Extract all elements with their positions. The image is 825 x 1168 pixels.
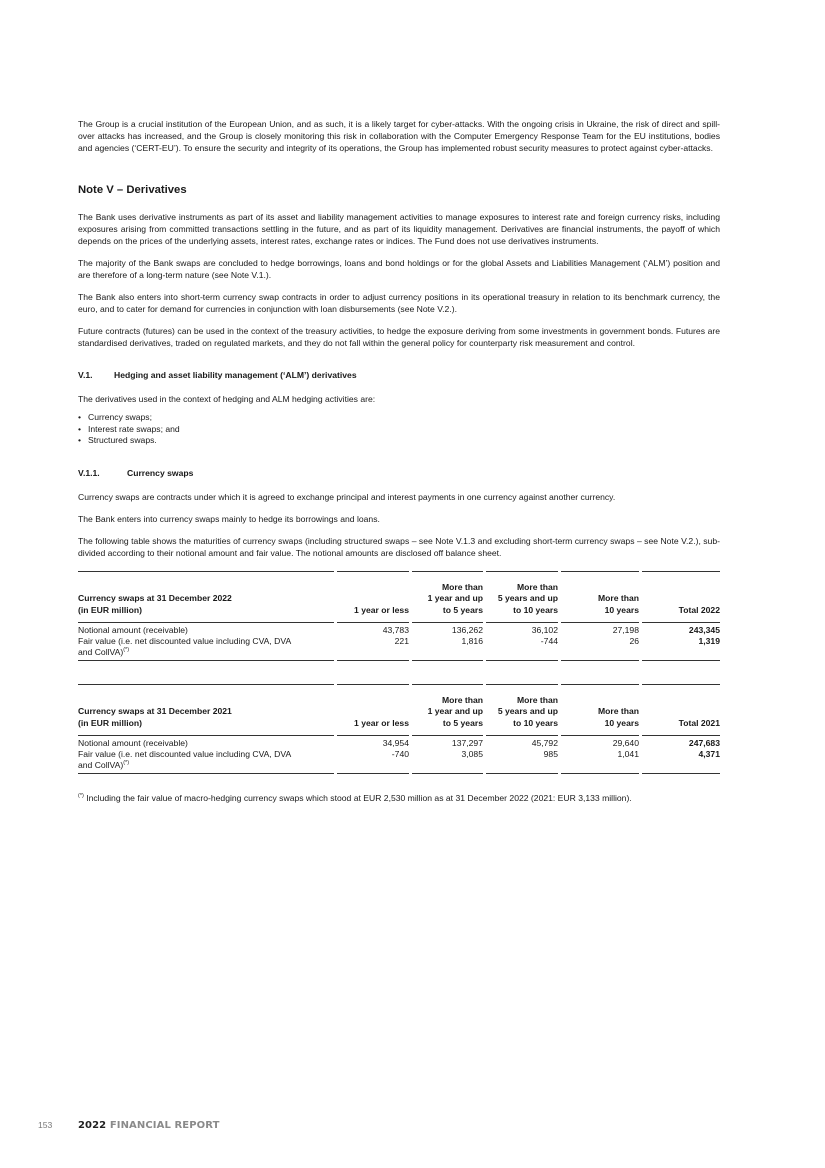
list-item: • Interest rate swaps; and — [78, 424, 720, 436]
col-header-total: Total 2022 — [642, 571, 720, 623]
col-header-1-to-5-years: More than 1 year and up to 5 years — [412, 684, 483, 736]
col-header-more-than-10-years: More than 10 years — [561, 571, 639, 623]
note-v-paragraph-4: Future contracts (futures) can be used in the context of the treasury activities, to hedge the exposure deriving from some investments in government bonds. Futures are standardised derivatives, traded on regulated markets, and they do not fall within the general policy for counterparty risk measurement and control. — [78, 326, 720, 349]
list-item: • Structured swaps. — [78, 435, 720, 447]
table-title: Currency swaps at 31 December 2022 (in EUR million) — [78, 571, 334, 623]
v1-intro: The derivatives used in the context of hedging and ALM hedging activities are: — [78, 394, 376, 405]
v11-paragraph-1: Currency swaps are contracts under which it is agreed to exchange principal and interest payments in one currency against another currency. — [78, 492, 616, 503]
col-header-1-to-5-years: More than 1 year and up to 5 years — [412, 571, 483, 623]
col-header-5-to-10-years: More than 5 years and up to 10 years — [486, 684, 558, 736]
page-number: 153 — [38, 1120, 53, 1130]
section-v1-heading — [78, 369, 720, 381]
table-cell: 1,816 — [412, 636, 483, 661]
note-v-paragraph-1: The Bank uses derivative instruments as part of its asset and liability management activities to manage exposures to interest rate and foreign currency risks, including exposures arising from committed transactions settling in the future, and as part of its liquidity management. Derivatives are financial instruments, the payoff of which depends on the prices of the underlying assets, interest rates, exchange rates or indices. The Fund does not use derivatives instruments. — [78, 211, 720, 246]
section-v11-heading — [78, 467, 720, 479]
page-content — [78, 118, 720, 814]
table-title: Currency swaps at 31 December 2021 (in EUR million) — [78, 684, 334, 736]
col-header-1-year-or-less: 1 year or less — [337, 684, 409, 736]
intro-paragraph: The Group is a crucial institution of the European Union, and as such, it is a likely target for cyber-attacks. With the ongoing crisis in Ukraine, the risk of direct and spill-over attacks has increased, and the Group is closely monitoring this risk in collaboration with the Computer Emergency Response Team for the EU institutions, bodies and agencies (‘CERT-EU’). To ensure the security and integrity of its operations, the Group has implemented robust security measures to protect against cyber-attacks. — [78, 119, 720, 154]
table-cell: -744 — [486, 636, 558, 661]
col-header-more-than-10-years: More than 10 years — [561, 684, 639, 736]
table-cell: 137,297 — [451, 737, 483, 748]
table-cell: 221 — [337, 636, 409, 661]
v11-paragraph-3: The following table shows the maturities of currency swaps (including structured swaps – see Note V.1.3 and excluding short-term currency swaps – see Note V.2.), sub-divided according to their notional amount and fair value. The notional amounts are disclosed off balance sheet. — [78, 536, 720, 559]
col-header-total: Total 2021 — [642, 684, 720, 736]
table-cell: 36,102 — [531, 624, 558, 635]
table-cell: -740 — [337, 749, 409, 774]
table-cell: 29,640 — [612, 737, 639, 748]
derivatives-list — [78, 412, 720, 447]
table-row — [78, 749, 720, 774]
section-number: V.1.1. — [78, 468, 100, 479]
page-footer — [38, 1119, 220, 1133]
row-label: Fair value (i.e. net discounted value including CVA, DVA and CollVA)(*) — [78, 749, 334, 774]
report-title: 2022 FINANCIAL REPORT — [78, 1120, 220, 1131]
table-cell: 985 — [486, 749, 558, 774]
table-row — [78, 623, 720, 636]
table-cell: 45,792 — [531, 737, 558, 748]
row-label: Fair value (i.e. net discounted value including CVA, DVA and CollVA)(*) — [78, 636, 334, 661]
section-title: Currency swaps — [127, 468, 194, 479]
row-label: Notional amount (receivable) — [78, 737, 188, 748]
note-v-paragraph-2: The majority of the Bank swaps are concluded to hedge borrowings, loans and bond holdings or for the global Assets and Liabilities Management (‘ALM’) position and are therefore of a long-term nature (see Note V.1.). — [78, 258, 720, 281]
table-cell: 26 — [561, 636, 639, 661]
table-row — [78, 636, 720, 661]
section-number: V.1. — [78, 370, 93, 381]
note-v-heading: Note V – Derivatives — [78, 184, 187, 197]
table-cell: 34,954 — [382, 737, 409, 748]
table-cell: 1,041 — [561, 749, 639, 774]
table-cell-total: 4,371 — [642, 749, 720, 774]
note-v-paragraph-3: The Bank also enters into short-term currency swap contracts in order to adjust currency positions in its operational treasury in relation to its benchmark currency, the euro, and to cater for demand for currencies in conjunction with loan disbursements (see Note V.2.). — [78, 292, 720, 315]
col-header-5-to-10-years: More than 5 years and up to 10 years — [486, 571, 558, 623]
table-cell: 136,262 — [451, 624, 483, 635]
list-item: • Currency swaps; — [78, 412, 720, 424]
table-cell: 3,085 — [412, 749, 483, 774]
row-label: Notional amount (receivable) — [78, 624, 188, 635]
table-cell-total: 247,683 — [688, 737, 720, 748]
currency-swaps-table-2021 — [78, 684, 720, 774]
table-cell: 43,783 — [382, 624, 409, 635]
col-header-1-year-or-less: 1 year or less — [337, 571, 409, 623]
table-cell-total: 243,345 — [688, 624, 720, 635]
table-footnote: (*) Including the fair value of macro-hedging currency swaps which stood at EUR 2,530 million as at 31 December 2022 (2021: EUR 3,133 million). — [78, 793, 632, 804]
table-cell-total: 1,319 — [642, 636, 720, 661]
table-row — [78, 736, 720, 749]
v11-paragraph-2: The Bank enters into currency swaps mainly to hedge its borrowings and loans. — [78, 514, 380, 525]
currency-swaps-table-2022 — [78, 571, 720, 661]
table-cell: 27,198 — [612, 624, 639, 635]
section-title: Hedging and asset liability management (‘ALM’) derivatives — [114, 370, 357, 381]
